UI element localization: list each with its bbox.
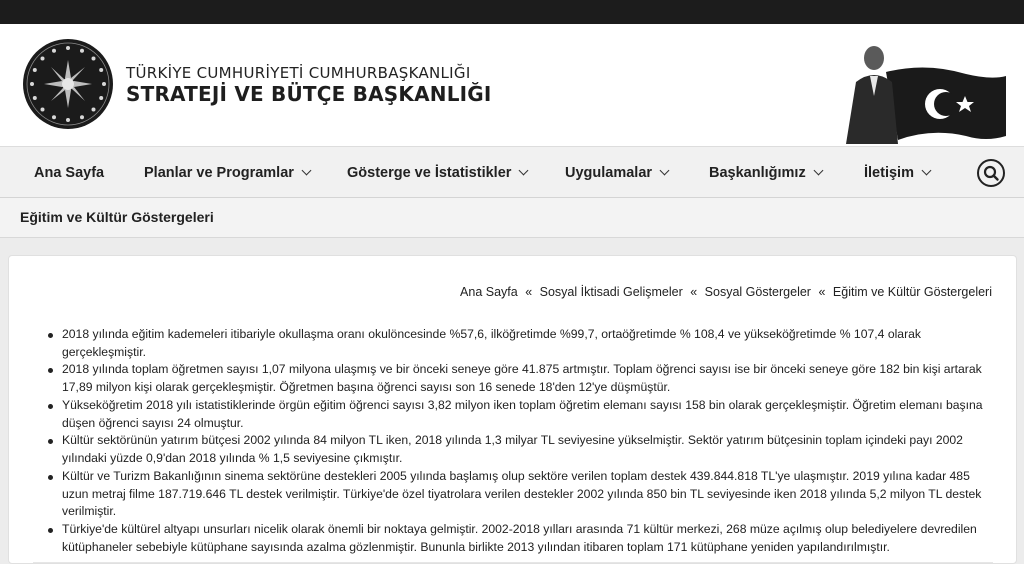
breadcrumb-link-ana-sayfa[interactable]: Ana Sayfa [460, 285, 518, 299]
site-title-line2: STRATEJİ VE BÜTÇE BAŞKANLIĞI [126, 82, 492, 106]
page-title: Eğitim ve Kültür Göstergeleri [20, 209, 214, 225]
breadcrumb-link-sosyal-iktisadi-gelismeler[interactable]: Sosyal İktisadi Gelişmeler [539, 285, 683, 299]
page-title-bar [0, 198, 1024, 238]
divider [33, 562, 993, 563]
main-navigation [0, 146, 1024, 198]
chevron-down-icon [922, 166, 932, 176]
nav-item-label: İletişim [864, 165, 914, 181]
indicator-list [48, 326, 988, 557]
chevron-down-icon [660, 166, 670, 176]
chevron-down-icon [301, 166, 311, 176]
presidential-seal-logo[interactable] [22, 38, 114, 130]
list-item: Yükseköğretim 2018 yılı istatistiklerinde örgün eğitim öğrenci sayısı 3,82 milyon iken toplam öğretim elemanı sayısı 158 bin olarak gerçekleşmiştir. Öğretim elemanı başına düşen öğrenci sayısı 24 olmuştur. [48, 397, 988, 432]
content-card [8, 255, 1017, 564]
breadcrumb-separator: « [818, 285, 826, 299]
site-header [0, 24, 1024, 146]
breadcrumb-current: Eğitim ve Kültür Göstergeleri [832, 285, 992, 299]
chevron-down-icon [813, 166, 823, 176]
list-item: 2018 yılında eğitim kademeleri itibariyle okullaşma oranı okulöncesinde %57,6, ilköğretimde %99,7, ortaöğretimde % 108,4 ve yükseköğretimde % 107,4 olarak gerçekleşmiştir. [48, 326, 988, 361]
nav-item-label: Başkanlığımız [709, 165, 806, 181]
nav-item-label: Gösterge ve İstatistikler [347, 165, 512, 181]
list-item: Kültür sektörünün yatırım bütçesi 2002 yılında 84 milyon TL iken, 2018 yılında 1,3 milyar TL seviyesine yükselmiştir. Sektör yatırım bütçesinin toplam içindeki payı 2002 yılındaki yüzde 0,9'dan 2018 yılında % 1,5 seviyesine çıkmıştır. [48, 432, 988, 467]
breadcrumb-separator: « [690, 285, 698, 299]
nav-item-label: Uygulamalar [565, 165, 653, 181]
nav-item-ana-sayfa[interactable] [34, 147, 104, 199]
ataturk-flag-image [816, 32, 1008, 146]
breadcrumb [460, 285, 992, 299]
chevron-down-icon [519, 166, 529, 176]
nav-item-baskanligimiz[interactable] [709, 147, 822, 199]
nav-item-uygulamalar[interactable] [565, 147, 668, 199]
search-icon [979, 161, 1003, 185]
list-item: Kültür ve Turizm Bakanlığının sinema sektörüne destekleri 2005 yılında başlamış olup sektöre verilen toplam destek 439.844.818 TL'ye ulaşmıştır. 2019 yılına kadar 485 uzun metraj filme 187.719.646 TL destek verilmiştir. Türkiye'de özel tiyatrolara verilen destekler 2002 yılında 850 bin TL seviyesinde iken 2018 yılında 5,2 milyon TL destek verilmiştir. [48, 468, 988, 521]
nav-item-label: Planlar ve Programlar [144, 165, 294, 181]
search-button[interactable] [977, 159, 1005, 187]
nav-item-label: Ana Sayfa [34, 165, 105, 181]
breadcrumb-separator: « [525, 285, 533, 299]
site-title-line1: TÜRKİYE CUMHURİYETİ CUMHURBAŞKANLIĞI [126, 64, 471, 82]
top-bar [0, 0, 1024, 24]
nav-item-iletisim[interactable] [864, 147, 930, 199]
list-item: 2018 yılında toplam öğretmen sayısı 1,07 milyona ulaşmış ve bir önceki seneye göre 41.875 artmıştır. Toplam öğrenci sayısı ise bir önceki seneye göre 182 bin kişi artarak 17,89 milyon kişi olarak gerçekleşmiştir. Öğretmen başına öğrenci sayısı son 16 senede 18'den 12'ye düşmüştür. [48, 361, 988, 396]
list-item: Türkiye'de kültürel altyapı unsurları nicelik olarak önemli bir noktaya gelmiştir. 2002-2018 yılları arasında 71 kültür merkezi, 268 müze açılmış olup belediyelere devredilen kütüphaneler sebebiyle kütüphane sayısında azalma gözlenmiştir. Bununla birlikte 2013 yılından itibaren toplam 171 kütüphane yeniden yapılandırılmıştır. [48, 521, 988, 556]
nav-item-gosterge-ve-istatistikler[interactable] [347, 147, 527, 199]
breadcrumb-link-sosyal-gostergeler[interactable]: Sosyal Göstergeler [704, 285, 811, 299]
nav-item-planlar-ve-programlar[interactable] [144, 147, 310, 199]
